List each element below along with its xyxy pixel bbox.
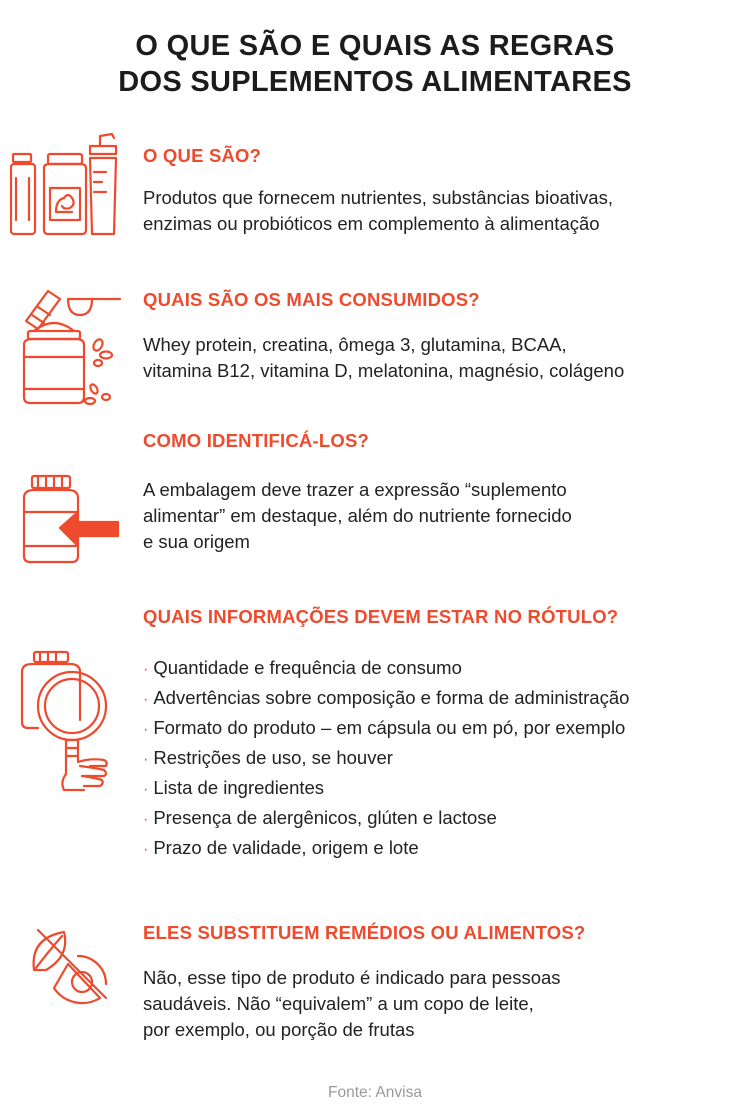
section-text-substitute: [143, 965, 743, 1043]
text-line: por exemplo, ou porção de frutas: [143, 1019, 415, 1040]
list-item: · Quantidade e frequência de consumo: [143, 657, 462, 678]
section-text-identify: [143, 477, 743, 555]
title-line-1: O QUE SÃO E QUAIS AS REGRAS: [135, 30, 615, 62]
text-line: Não, esse tipo de produto é indicado para pessoas: [143, 967, 561, 988]
text-line: alimentar” em destaque, além do nutriente fornecido: [143, 505, 572, 526]
list-item: · Presença de alergênicos, glúten e lactose: [143, 807, 497, 828]
list-item: · Advertências sobre composição e forma de administração: [143, 687, 630, 708]
magnifying-glass-label-icon: [20, 650, 115, 795]
section-text-what: [143, 185, 743, 237]
list-item: · Prazo de validade, origem e lote: [143, 837, 419, 858]
jar-scoop-pills-icon: [18, 285, 128, 410]
list-item: · Formato do produto – em cápsula ou em pó, por exemplo: [143, 717, 626, 738]
text-line: enzimas ou probióticos em complemento à alimentação: [143, 213, 600, 234]
jar-arrow-icon: [22, 472, 122, 567]
text-line: Whey protein, creatina, ômega 3, glutamina, BCAA,: [143, 334, 567, 355]
section-heading-identify: COMO IDENTIFICÁ-LOS?: [143, 430, 369, 451]
section-text-most-consumed: [143, 332, 743, 384]
page-title: [0, 28, 750, 100]
source-credit: Fonte: Anvisa: [328, 1084, 422, 1101]
title-line-2: DOS SUPLEMENTOS ALIMENTARES: [118, 66, 632, 98]
text-line: saudáveis. Não “equivalem” a um copo de leite,: [143, 993, 534, 1014]
list-item: · Restrições de uso, se houver: [143, 747, 393, 768]
text-line: vitamina B12, vitamina D, melatonina, magnésio, colágeno: [143, 360, 625, 381]
text-line: e sua origem: [143, 531, 250, 552]
section-heading-label-info: QUAIS INFORMAÇÕES DEVEM ESTAR NO RÓTULO?: [143, 606, 619, 627]
text-line: Produtos que fornecem nutrientes, substâncias bioativas,: [143, 187, 613, 208]
no-fruit-icon: [26, 926, 116, 1006]
label-info-list: [143, 655, 743, 865]
section-heading-substitute: ELES SUBSTITUEM REMÉDIOS OU ALIMENTOS?: [143, 922, 586, 943]
list-item: · Lista de ingredientes: [143, 777, 325, 798]
text-line: A embalagem deve trazer a expressão “suplemento: [143, 479, 567, 500]
supplement-bottles-icon: [10, 128, 125, 238]
section-heading-what: O QUE SÃO?: [143, 145, 262, 166]
section-heading-most-consumed: QUAIS SÃO OS MAIS CONSUMIDOS?: [143, 289, 480, 310]
